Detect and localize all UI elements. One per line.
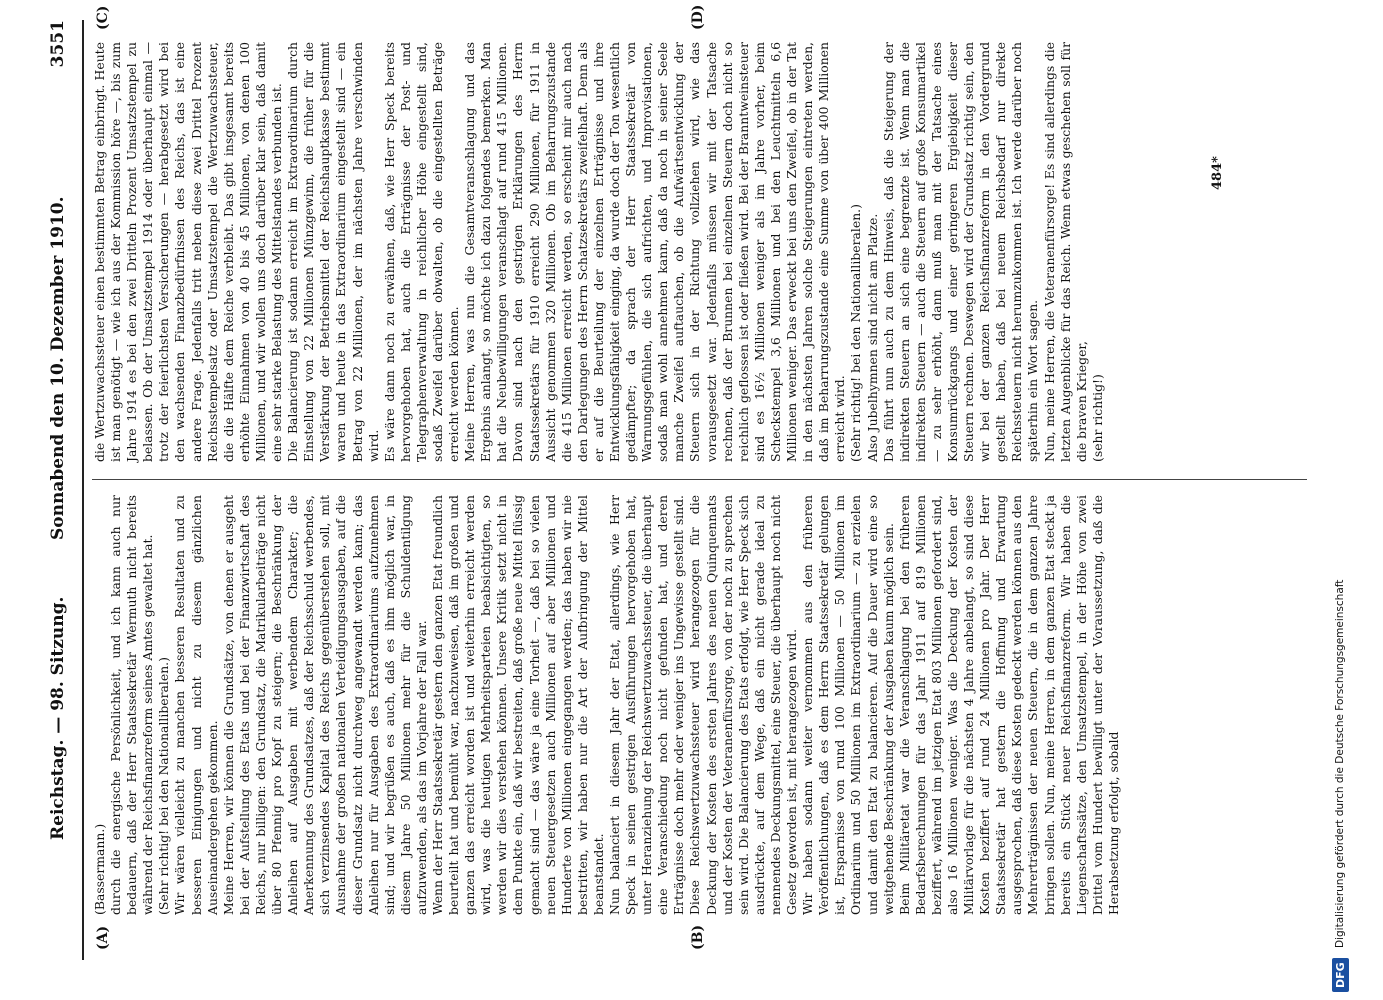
header-rule [82, 20, 84, 960]
page-header [48, 20, 78, 960]
text-column-right: die Wertzuwachssteuer einen bestimmten Betrag einbringt. Heute ist man genötigt — wie ich aus der Kommission höre —, bis zum Jahre 1914 es bei den zwei Dritteln Prozent Umsatzstempel zu belassen. Ob der Umsatzstempel 1914 oder überhaupt einmal — trotz der feierlichsten Versicherungen — herabgesetzt wird bei den wachsenden Finanzbedürfnissen des Reichs, das ist eine andere Frage. Jedenfalls tritt neben diese zwei Drittel Prozent Reichsstempelsatz oder Umsatzstempel die Wertzuwachssteuer, die die Hälfte dem Reiche verbleibt. Das gibt insgesamt bereits erhöhte Einnahmen von 40 bis 45 Millionen, von denen 100 Millionen, und wir wollen uns doch darüber klar sein, daß damit eine sehr starke Belastung des Mittelstandes verbunden ist. Die Balancierung ist sodann erreicht im Extraordinarium durch Einstellung von 22 Millionen Münzgewinn, die früher für die Verstärkung der Betriebsmittel der Reichshauptkasse bestimmt waren und heute in das Extraordinarium eingestellt sind — ein Betrag von 22 Millionen, der im nächsten Jahre verschwinden wird. Es wäre dann noch zu erwähnen, daß, wie Herr Speck bereits hervorgehoben hat, auch die Erträgnisse der Post- und Telegraphenverwaltung in reichlicher Höhe eingestellt sind, sodaß Zweifel darüber obwalten, ob die eingestellten Beträge erreicht werden können. Meine Herren, was nun die Gesamtveranschlagung und das Ergebnis anlangt, so möchte ich dazu folgendes bemerken. Man hat die Neubewilligungen veranschlagt auf rund 415 Millionen. Davon sind nach den gestrigen Erklärungen des Herrn Staatssekretärs für 1910 erreicht 290 Millionen, für 1911 in Aussicht genommen 320 Millionen. Ob im Beharrungszustande die 415 Millionen erreicht werden, so erscheint mir auch nach den Darlegungen des Herrn Schatzsekretärs zweifelhaft. Denn als er auf die Beurteilung der einzelnen Erträgnisse und ihre Entwicklungsfähigkeit einging, da wurde doch der Ton wesentlich gedämpfter; da sprach der Herr Staatssekretär von Warnungsgefühlen, die sich aufrichten, und Improvisationen, sodaß man wohl annehmen kann, daß da noch in seiner Seele manche Zweifel auftauchen, ob die Aufwärtsentwicklung der Steuern sich in der Richtung vollziehen wird, wie das vorausgesetzt war. Jedenfalls müssen wir mit der Tatsache rechnen, daß der Brunnen bei einzelnen Steuern doch nicht so reichlich geflossen ist oder fließen wird. Bei der Branntweinsteuer sind es 16½ Millionen weniger als im Jahre vorher, beim Scheckstempel 3,6 Millionen und bei den Leuchtmitteln 6,6 Millionen weniger. Das erweckt bei uns den Zweifel, ob in der Tat in den nächsten Jahren solche Steigerungen eintreten werden, daß im Beharrungszustande eine Summe von über 400 Millionen erreicht wird. (Sehr richtig! bei den Nationalliberalen.) Also Jubelhymnen sind nicht am Platze. Das führt nun auch zu dem Hinweis, daß die Steigerung der indirekten Steuern an sich eine begrenzte ist. Wenn man die indirekten Steuern — auch die Steuern auf große Konsumartikel — zu sehr erhöht, dann muß man mit der Tatsache eines Konsumrückgangs und einer geringeren Ergiebigkeit dieser Steuern rechnen. Deswegen wird der Grundsatz richtig sein, den wir bei der ganzen Reichsfinanzreform in den Vordergrund gestellt haben, daß bei neuem Reichsbedarf nur direkte Reichssteuern nicht herumzukommen ist. Ich werde darüber noch späterhin ein Wort sagen. Nun, meine Herren, die Veteranenfürsorge! Es sind allerdings die letzten Augenblicke für das Reich. Wenn etwas geschehen soll für die braven Krieger, (sehr richtig!) [92, 42, 1105, 462]
margin-marker-b: (B) [690, 924, 706, 950]
header-session: Reichstag. — 98. Sitzung. [48, 596, 68, 840]
dfg-logo: DFG [1332, 958, 1349, 992]
margin-marker-a: (A) [95, 925, 111, 950]
margin-marker-d: (D) [690, 4, 706, 30]
footer [1330, 0, 1360, 1000]
page-note: 484* [1210, 156, 1225, 190]
text-column-left: (Bassermann.) durch die energische Persönlichkeit, und ich kann auch nur bedauern, daß der Herr Staatssekretär Wermuth nicht bereits während der Reichsfinanzreform seines Amtes gewaltet hat. (Sehr richtig! bei den Nationalliberalen.) Wir wären vielleicht zu manchen besseren Resultaten und zu besseren Einigungen und nicht zu diesem gänzlichen Auseinandergehen gekommen. Meine Herren, wir können die Grundsätze, von denen er ausgeht bei der Aufstellung des Etats und bei der Finanzwirtschaft des Reichs, nur billigen: den Grundsatz, die Matrikularbeiträge nicht über 80 Pfennig pro Kopf zu steigern; die Beschränkung der Anleihen auf Ausgaben mit werbendem Charakter; die Anerkennung des Grundsatzes, daß der Reichsschuld werbendes, sich verzinsendes Kapital des Reichs gegenüberstehen soll, mit Ausnahme der großen nationalen Verteidigungsausgaben, auf die dieser Grundsatz nicht durchweg angewandt werden kann; das Anleihen nur für Ausgaben des Extraordinariums aufzunehmen sind; und wir begrüßen es auch, daß es ihm möglich war, in diesem Jahre 50 Millionen mehr für die Schuldentilgung aufzuwenden, als das im Vorjahre der Fall war. Wenn der Herr Staatssekretär gestern den ganzen Etat freundlich beurteilt hat und bemüht war, nachzuweisen, daß im großen und ganzen das erreicht worden ist und weiterhin erreicht werden wird, was die heutigen Mehrheitsparteien beabsichtigten, so werden wir dies verstehen können. Unsere Kritik setzt nicht in dem Punkte ein, daß wir bestreiten, daß große neue Mittel flüssig gemacht sind — das wäre ja eine Torheit —, daß bei so vielen neuen Steuergesetzen auch Millionen auf aber Millionen und Hunderte von Millionen eingegangen werden; das haben wir nie bestritten, wir haben nur die Art der Aufbringung der Mittel beanstandet. Nun balanciert in diesem Jahr der Etat, allerdings, wie Herr Speck in seinen gestrigen Ausführungen hervorgehoben hat, unter Heranziehung der Reichswertzuwachssteuer, die überhaupt eine Veranschiedung noch nicht gefunden hat, und deren Erträgnisse doch mehr oder weniger ins Ungewisse gestellt sind. Diese Reichswertzuwachssteuer wird herangezogen für die Deckung der Kosten des ersten Jahres des neuen Quinquennats und der Kosten der Veteranenfürsorge, von der noch zu sprechen sein wird. Die Balancierung des Etats erfolgt, wie Herr Speck sich ausdrückte, auf dem Wege, daß ein nicht gerade ideal zu nennendes Deckungsmittel, eine Steuer, die überhaupt noch nicht Gesetz geworden ist, mit herangezogen wird. Wir haben sodann weiter vernommen aus den früheren Veröffentlichungen, daß es dem Herrn Staatssekretär gelungen ist, Ersparnisse von rund 100 Millionen — 50 Millionen im Ordinarium und 50 Millionen im Extraordinarium — zu erzielen und damit den Etat zu balancieren. Auf die Dauer wird eine so weitgehende Beschränkung der Ausgaben kaum möglich sein. Beim Militäretat war die Veranschlagung bei den früheren Bedarfsberechnungen für das Jahr 1911 auf 819 Millionen beziffert, während im jetzigen Etat 803 Millionen gefordert sind, also 16 Millionen weniger. Was die Deckung der Kosten der Militärvorlage für die nächsten 4 Jahre anbelangt, so sind diese Kosten beziffert auf rund 24 Millionen pro Jahr. Der Herr Staatssekretär hat gestern die Hoffnung und Erwartung ausgesprochen, daß diese Kosten gedeckt werden können aus den Mehrerträgnissen der neuen Steuern, die in dem ganzen Jahre bringen sollen. Nun, meine Herren, in dem ganzen Etat steckt ja bereits ein Stück neuer Reichsfinanzreform. Wir haben die Liegenschaftssätze, den Umsatzstempel, in der Höhe von zwei Drittel vom Hundert bewilligt unter der Voraussetzung, daß die Herabsetzung erfolgt, sobald [92, 495, 1121, 915]
margin-marker-c: (C) [95, 5, 111, 30]
page-number: 3551 [48, 20, 68, 68]
column-divider [92, 479, 1307, 480]
footer-text: Digitalisierung gefördert durch die Deutsche Forschungsgemeinschaft [1334, 579, 1346, 948]
header-date: Sonnabend den 10. Dezember 1910. [48, 196, 68, 540]
